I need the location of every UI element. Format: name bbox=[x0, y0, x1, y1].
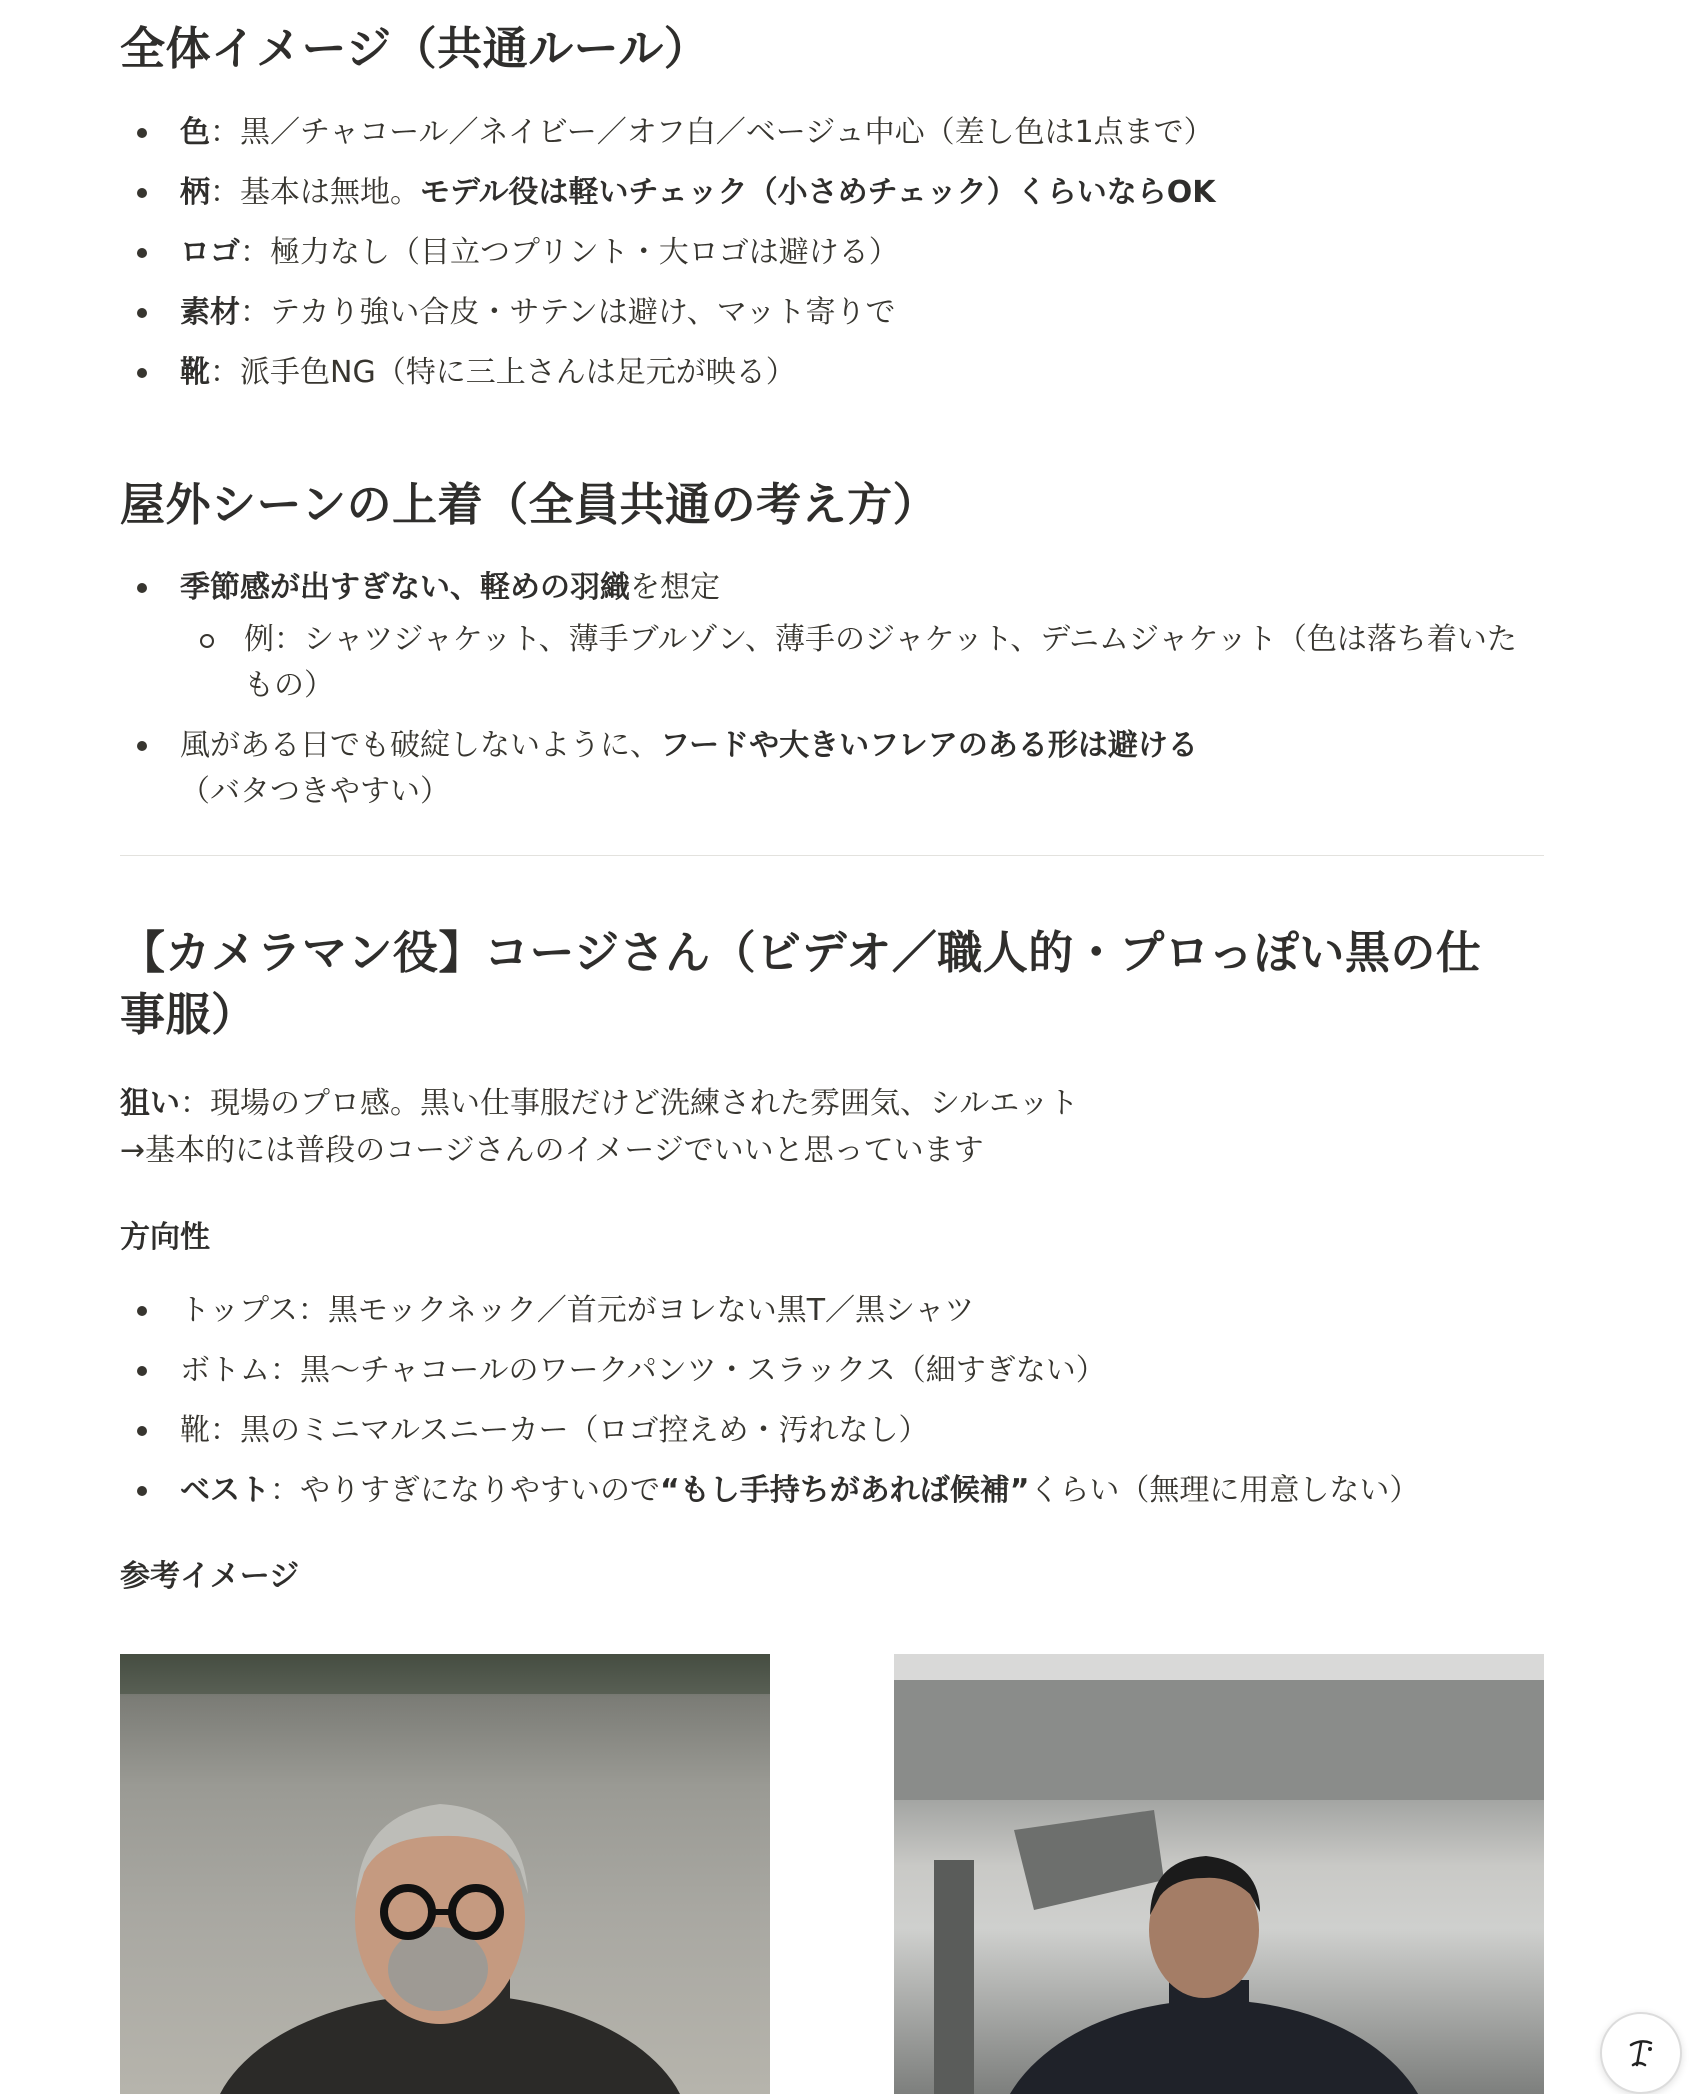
aim-text-line2: →基本的には普段のコージさんのイメージでいいと思っています bbox=[120, 1133, 984, 1168]
heading-cameraman: 【カメラマン役】コージさん（ビデオ／職人的・プロっぽい黒の仕事服） bbox=[120, 926, 1482, 1041]
aim-paragraph bbox=[120, 1080, 1544, 1174]
list-item: トップス：黒モックネック／首元がヨレない黒T／黒シャツ bbox=[120, 1288, 1544, 1334]
outerwear-sublist bbox=[180, 617, 1544, 709]
portrait-illustration-2 bbox=[894, 1680, 1544, 2094]
list-item: 風がある日でも破綻しないように、フードや大きいフレアのある形は避ける （バタつきやすい） bbox=[120, 723, 1544, 815]
list-item: ロゴ：極力なし（目立つプリント・大ロゴは避ける） bbox=[120, 230, 1544, 276]
reference-photo-2-scene bbox=[894, 1680, 1544, 2094]
list-item: 靴：黒のミニマルスニーカー（ロゴ控えめ・汚れなし） bbox=[120, 1408, 1544, 1454]
outerwear-list bbox=[120, 565, 1544, 815]
list-item: 季節感が出すぎない、軽めの羽織を想定 例：シャツジャケット、薄手ブルゾン、薄手のジャケット、デニムジャケット（色は落ち着いたもの） bbox=[120, 565, 1544, 709]
reference-photo-1 bbox=[120, 1654, 770, 2094]
outerwear-list-wrap bbox=[120, 565, 1544, 815]
help-assistant-button[interactable] bbox=[1600, 2012, 1682, 2094]
heading-common-rules: 全体イメージ（共通ルール） bbox=[120, 22, 710, 75]
list-item: 柄：基本は無地。モデル役は軽いチェック（小さめチェック）くらいならOK bbox=[120, 170, 1544, 216]
heading-outerwear: 屋外シーンの上着（全員共通の考え方） bbox=[120, 478, 939, 531]
reference-photo-2 bbox=[894, 1654, 1544, 2094]
direction-list bbox=[120, 1288, 1544, 1514]
list-item: ベスト：やりすぎになりやすいので“もし手持ちがあれば候補”くらい（無理に用意しない） bbox=[120, 1468, 1544, 1514]
direction-label: 方向性 bbox=[120, 1220, 210, 1255]
direction-list-wrap bbox=[120, 1288, 1544, 1514]
common-rules-list bbox=[120, 110, 1544, 396]
portrait-illustration-1 bbox=[120, 1654, 770, 2094]
list-item: 素材：テカり強い合皮・サテンは避け、マット寄りで bbox=[120, 290, 1544, 336]
section-divider bbox=[120, 855, 1544, 856]
reference-label: 参考イメージ bbox=[120, 1559, 300, 1594]
aim-text: 狙い：現場のプロ感。黒い仕事服だけど洗練された雰囲気、シルエット bbox=[120, 1086, 1079, 1121]
sub-list-item: 例：シャツジャケット、薄手ブルゾン、薄手のジャケット、デニムジャケット（色は落ち着いたもの） bbox=[180, 617, 1544, 709]
list-item: 色：黒／チャコール／ネイビー／オフ白／ベージュ中心（差し色は1点まで） bbox=[120, 110, 1544, 156]
list-item: ボトム：黒〜チャコールのワークパンツ・スラックス（細すぎない） bbox=[120, 1348, 1544, 1394]
help-assistant-icon bbox=[1619, 2031, 1663, 2075]
list-item: 靴：派手色NG（特に三上さんは足元が映る） bbox=[120, 350, 1544, 396]
common-rules-list-wrap bbox=[120, 110, 1544, 396]
